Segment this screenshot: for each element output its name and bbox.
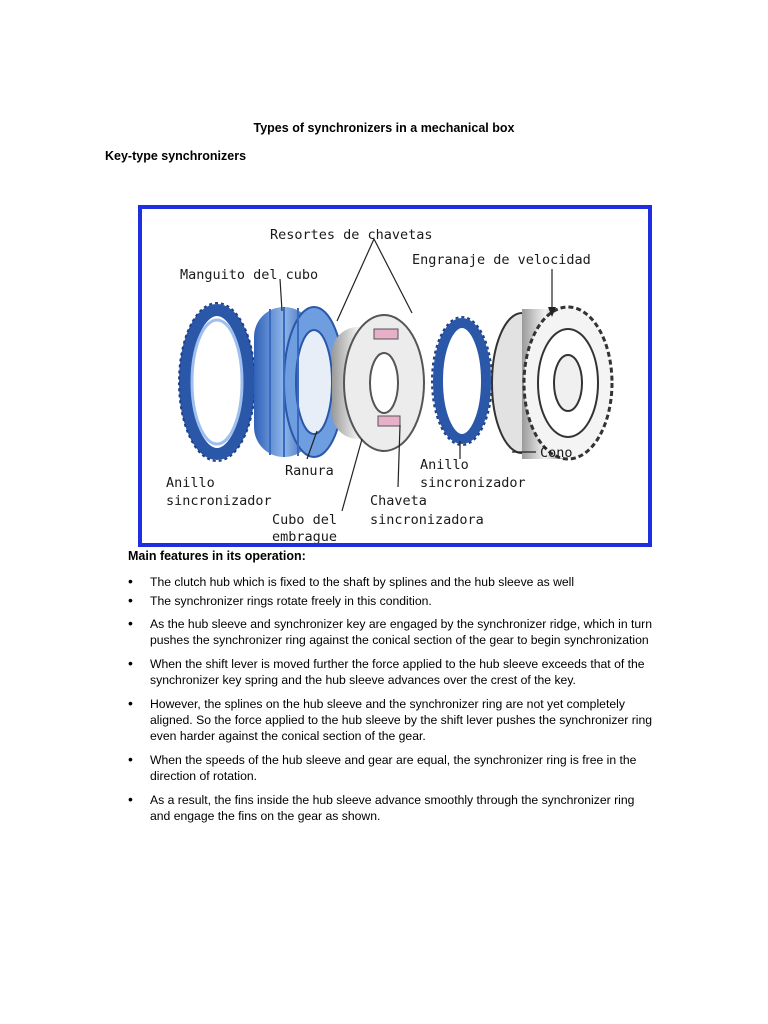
bullet-icon: • xyxy=(128,751,133,767)
label-anillo-left-1: Anillo xyxy=(166,475,215,491)
clutch-hub xyxy=(332,315,424,451)
features-heading: Main features in its operation: xyxy=(128,549,306,563)
label-chaveta-1: Chaveta xyxy=(370,493,427,509)
right-synchronizer-ring xyxy=(432,317,492,445)
label-cubo-2: embrague xyxy=(272,529,338,543)
label-ranura: Ranura xyxy=(285,463,334,479)
label-resortes: Resortes de chavetas xyxy=(270,227,433,243)
list-item: • As the hub sleeve and synchronizer key are engaged by the synchronizer ridge, which in turn pushes the synchronizer ring against the conical section of the gear to begin synchronization xyxy=(128,615,653,647)
label-cono: Cono xyxy=(540,445,573,461)
bullet-icon: • xyxy=(128,655,133,671)
list-item: • As a result, the fins inside the hub sleeve advance smoothly through the synchronizer ring and engage the fins on the gear as shown. xyxy=(128,791,635,823)
label-chaveta-2: sincronizadora xyxy=(370,512,484,528)
bullet-icon: • xyxy=(128,573,133,589)
label-anillo-left-2: sincronizador xyxy=(166,493,272,509)
document-title: Types of synchronizers in a mechanical box xyxy=(253,121,515,135)
label-cubo-1: Cubo del xyxy=(272,512,338,528)
bullet-icon: • xyxy=(128,592,133,608)
bullet-icon: • xyxy=(128,615,133,631)
section-subtitle: Key-type synchronizers xyxy=(105,149,247,163)
hub-sleeve xyxy=(254,307,344,457)
label-engranaje: Engranaje de velocidad xyxy=(412,252,591,268)
synchronizer-diagram xyxy=(138,205,652,547)
list-item: • The synchronizer rings rotate freely in this condition. xyxy=(128,592,432,608)
speed-gear xyxy=(492,307,612,459)
bullet-icon: • xyxy=(128,791,133,807)
list-item: • When the shift lever is moved further the force applied to the hub sleeve exceeds that of the synchronizer key spring and the hub sleeve advances over the crest of the key. xyxy=(128,655,645,687)
list-item: • The clutch hub which is fixed to the shaft by splines and the hub sleeve as well xyxy=(128,573,575,589)
left-synchronizer-ring xyxy=(179,303,255,461)
features-list xyxy=(128,574,658,824)
list-item: • However, the splines on the hub sleeve and the synchronizer ring are not yet completely aligned. So the force applied to the hub sleeve by the shift lever pushes the synchronizer ring even harder against the conical section of the gear. xyxy=(128,695,653,743)
bullet-icon: • xyxy=(128,695,133,711)
label-anillo-right-2: sincronizador xyxy=(420,475,526,491)
label-anillo-right-1: Anillo xyxy=(420,457,469,473)
list-item: • When the speeds of the hub sleeve and gear are equal, the synchronizer ring is free in the direction of rotation. xyxy=(128,751,637,783)
label-manguito: Manguito del cubo xyxy=(180,267,319,283)
